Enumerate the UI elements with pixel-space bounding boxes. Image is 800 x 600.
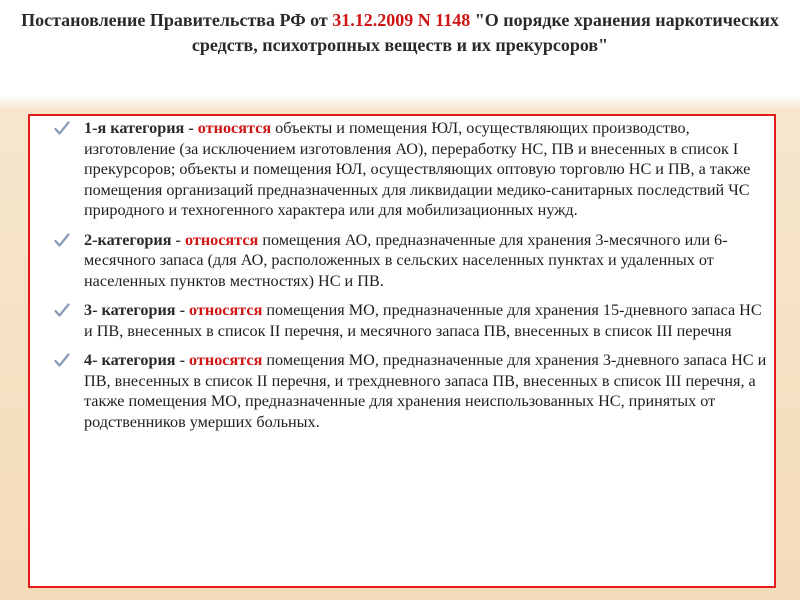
checkmark-icon <box>54 302 70 318</box>
checkmark-icon <box>54 352 70 368</box>
checkmark-icon <box>54 120 70 136</box>
list-item <box>54 350 774 432</box>
item-lead: 3- категория - <box>84 301 190 319</box>
item-keyword: относятся <box>197 119 272 137</box>
item-text: помещения МО, предназначенные для хранения 15-дневного запаса НС и ПВ, внесенных в список II перечня, и месячного запаса ПВ, внесенных в список III перечня <box>84 301 762 340</box>
item-text: помещения АО, предназначенные для хранения 3-месячного или 6-месячного запаса (для АО, расположенных в сельских населенных пунктах и удаленных от населенных пунктов местностях) НС и ПВ. <box>84 230 728 290</box>
checkmark-icon <box>54 232 70 248</box>
item-lead: 2-категория - <box>84 230 185 249</box>
list-item <box>54 300 774 341</box>
item-keyword: относятся <box>185 230 259 249</box>
category-list <box>54 118 774 441</box>
item-text: объекты и помещения ЮЛ, осуществляющих производство, изготовление (за исключением изготовления АО), переработку НС, ПВ и внесенных в список I прекурсоров; объекты и помещения ЮЛ, осуществляющих оптовую торговлю НС и ПВ, а также помещения организаций предназначенных для ликвидации медико-санитарных последствий ЧС природного и техногенного характера или для мобилизационных нужд. <box>84 119 751 219</box>
title-date: 31.12.2009 N 1148 <box>332 10 471 30</box>
list-item <box>54 230 774 292</box>
list-item <box>54 118 774 221</box>
title-part-1: Постановление Правительства РФ от <box>21 10 333 30</box>
page-title <box>20 8 780 58</box>
item-text: помещения МО, предназначенные для хранения 3-дневного запаса НС и ПВ, внесенных в список II перечня, и трехдневного запаса ПВ, внесенных в список III перечня, а также помещения МО, предназначенные для хранения неиспользованных НС, принятых от родственников умерших больных. <box>84 351 767 431</box>
item-lead: 4- категория - <box>84 351 190 369</box>
item-lead: 1-я категория - <box>84 119 198 137</box>
item-keyword: относятся <box>189 351 263 369</box>
title-part-2: "О порядке хранения наркотических средств, психотропных веществ и их прекурсоров" <box>191 10 779 55</box>
item-keyword: относятся <box>189 301 263 319</box>
content-box <box>28 114 776 588</box>
